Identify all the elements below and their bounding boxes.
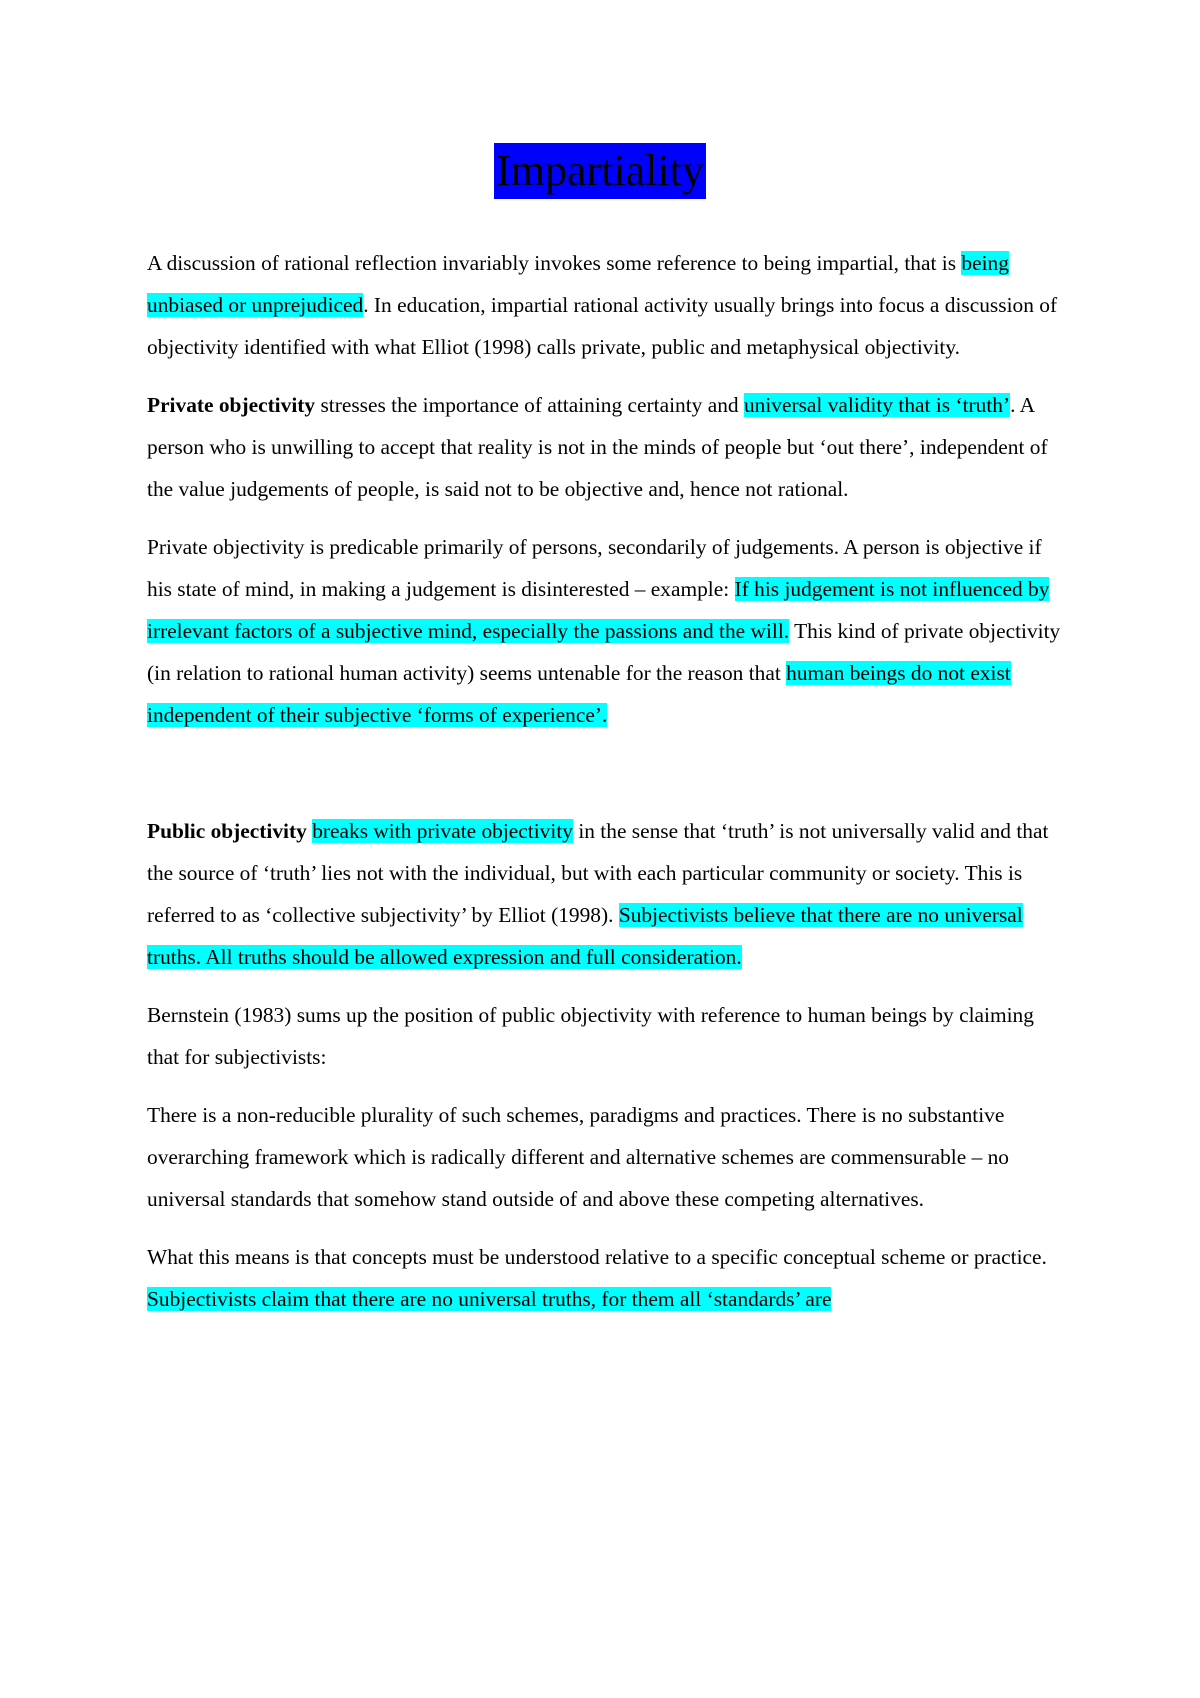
text-run: A discussion of rational reflection invariably invokes some reference to being impartial, that is <box>147 251 962 275</box>
text-run: What this means is that concepts must be understood relative to a specific conceptual scheme or practice. <box>147 1245 1047 1269</box>
paragraph-conclusion <box>147 1236 1067 1320</box>
text-run: Bernstein (1983) sums up the position of public objectivity with reference to human beings by claiming that for subjectivists: <box>147 1003 1034 1069</box>
document-title: Impartiality <box>494 143 706 199</box>
document-body <box>147 242 1067 1336</box>
highlighted-text: breaks with private objectivity <box>312 819 573 843</box>
bold-term: Private objectivity <box>147 393 316 417</box>
text-run: This kind of private objectivity (in relation to rational human activity) seems untenable for the reason that <box>147 619 1061 685</box>
highlighted-text: universal validity that is ‘truth’ <box>743 393 1011 417</box>
paragraph-public-objectivity <box>147 810 1067 978</box>
text-run: . A person who is unwilling to accept that reality is not in the minds of people but ‘out there’, independent of the value judgements of people, is said not to be objective and, hence not rational. <box>147 393 1048 501</box>
title-container <box>0 143 1200 199</box>
highlighted-text: human beings do not exist independent of their subjective ‘forms of experience’. <box>147 661 1011 727</box>
text-run: in the sense that ‘truth’ is not universally valid and that the source of ‘truth’ lies not with the individual, but with each particular community or society. This is referred to as ‘collective subjectivity’ by Elliot (1998). <box>147 819 1049 927</box>
paragraph-private-objectivity-persons <box>147 526 1067 736</box>
highlighted-text: Subjectivists claim that there are no universal truths, for them all ‘standards’ are <box>147 1287 832 1311</box>
paragraph-private-objectivity <box>147 384 1067 510</box>
paragraph-intro <box>147 242 1067 368</box>
highlighted-text: Subjectivists believe that there are no universal truths. All truths should be allowed expression and full consideration. <box>147 903 1023 969</box>
paragraph-bernstein <box>147 994 1067 1078</box>
highlighted-text: If his judgement is not influenced by irrelevant factors of a subjective mind, especially the passions and the will. <box>147 577 1050 643</box>
paragraph-quote <box>147 1094 1067 1220</box>
text-run: . In education, impartial rational activity usually brings into focus a discussion of objectivity identified with what Elliot (1998) calls private, public and metaphysical objectivity. <box>147 293 1058 359</box>
text-run: There is a non-reducible plurality of such schemes, paradigms and practices. There is no substantive overarching framework which is radically different and alternative schemes are commensurable – no universal standards that somehow stand outside of and above these competing alternatives. <box>147 1103 1010 1211</box>
text-run: stresses the importance of attaining certainty and <box>315 393 744 417</box>
text-run: Private objectivity is predicable primarily of persons, secondarily of judgements. A person is objective if his state of mind, in making a judgement is disinterested – example: <box>147 535 1042 601</box>
bold-term: Public objectivity <box>147 819 307 843</box>
highlighted-text: being unbiased or unprejudiced <box>147 251 1009 317</box>
